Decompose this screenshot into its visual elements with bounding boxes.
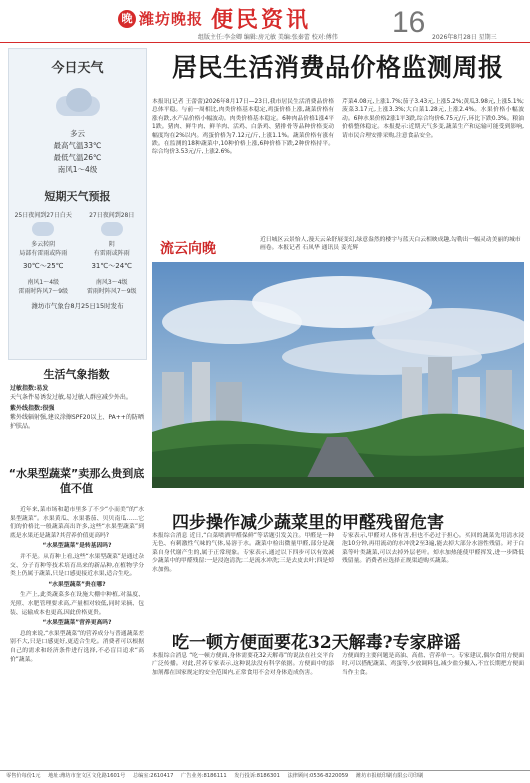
life-item: 过敏指数:易发: [10, 385, 49, 392]
story3-column-a: 本报综合消息 “吃一顿方便面,身体需要花32天解毒”的说法在社交平台广泛传播。对此,营养专家表示,这种说法没有科学依据。方便面中的添加剂都在国家规定的安全范围内,正常食用不会对身体造成伤害。: [152, 653, 334, 676]
page-number: 16: [392, 6, 426, 39]
section-name: 便民资讯: [211, 7, 312, 33]
weather-wind: 南风1〜4级: [57, 165, 98, 174]
skyline-illustration: [152, 262, 524, 488]
paper-name: 潍坊晚报: [139, 10, 204, 28]
veg-article-title: “水果型蔬菜”卖那么贵到底值不值: [8, 467, 145, 495]
masthead-logo: [118, 3, 311, 34]
veg-paragraph: 总的来说,“水果型蔬菜”的营养成分与普通蔬菜差别不大,只是口感更好,更适合生吃。消费者可以根据自己的需求和经济条件进行选择,不必盲目追求“高价”蔬菜。: [10, 630, 144, 663]
footer-item: 法律顾问:0536-8220059: [287, 773, 349, 779]
day2-detail: 有雷雨或阵雨: [93, 250, 130, 257]
forecast-source: 潍坊市气象台8月25日15时发布: [31, 302, 124, 310]
photo-title: 流云向晚: [160, 241, 216, 257]
life-index-title: 生活气象指数: [43, 368, 110, 381]
city-skyline-photo: [152, 262, 524, 488]
day2-wind: 南风3〜4级: [95, 279, 128, 286]
footer-item: 零售价每份1元: [6, 773, 41, 779]
footer-item: 总编室:2610417: [132, 773, 174, 779]
footer-item: 潍坊市报纸印刷有限公司印刷: [355, 773, 424, 779]
story2-column-b: 专家表示,甲醛对人体有害,但也不必过于担心。买回的蔬菜先用清水浸泡10分钟,再用流动的水冲洗2至3遍,能去掉大部分水溶性残留。对于白菜等叶类蔬菜,可以去掉外层老叶。焯水加热能使甲醛挥发,进一步降低残留量。消费者应选择正规渠道购买蔬菜。: [342, 533, 524, 565]
footer-item: 发行投诉:8186301: [234, 773, 280, 779]
editor-line: 组版主任:李金卿 编辑:房元敏 美编:张秦蕾 校对:傅伟: [198, 34, 338, 41]
veg-paragraph: 并不是。从育种上看,这些“水果型蔬菜”是通过杂交、分子育种等技术培育出来的新品种,在植物学分类上仍属于蔬菜,只是口感更接近水果,适合生吃。: [10, 553, 144, 578]
forecast-wind-row: [9, 277, 146, 295]
life-item: 天气条件易诱发过敏,易过敏人群应减少外出。: [10, 394, 132, 401]
weather-title: 今日天气: [51, 61, 104, 76]
story1-column-b: 芹菜4.08元,上涨1.7%;茄子3.43元,上涨5.2%;黄瓜3.98元,上涨5.1%;菠菜3.17元,上涨3.3%;大白菜1.28元,上涨2.4%。水果价格小幅波动。6种水果价格2涨1平3跌,综合均价6.75元/斤,环比下跌0.3%。粮油价格整体稳定。本报提示:近期天气多变,蔬菜生产和运输可能受到影响,请市民合理安排采购,注意食品安全。: [342, 99, 524, 139]
veg-paragraph: 近年来,菜市场和超市里多了不少“小而美”的“水果型蔬菜”。水果黄瓜、水果番茄、贝贝南瓜……它们的价格比一般蔬菜高出许多,这些“水果型蔬菜”到底是水果还是蔬菜?其营养价值更高吗?: [10, 507, 144, 539]
life-item: 紫外线指数:很强: [10, 405, 55, 412]
rain-cloud-icon: [101, 222, 123, 236]
headline-price-report: 居民生活消费品价格监测周报: [172, 53, 504, 82]
date-line: 2026年8月28日 星期三: [432, 34, 497, 41]
masthead-rule: [0, 42, 530, 43]
headline-instant-noodle: 吃一顿方便面要花32天解毒?专家辟谣: [172, 633, 461, 653]
story1-column-a: 本报讯(记者 王蕾蕾)2026年8月17日—23日,我市居民生活消费品价格总体平稳。与前一周相比,肉类价格基本稳定,鸡蛋价格上涨,蔬菜价格有涨有跌,水产品价格小幅波动。肉类价格基本稳定。6种肉品价格1涨4平1跌。猪肉、鲜牛肉、鲜羊肉、活鸡、白条鸡、猪排骨等品种价格变动幅度均在2%以内。鸡蛋价格为7.12元/斤,上涨1.1%。蔬菜价格有涨有跌。在监测的18种蔬菜中,10种价格上涨,6种价格下跌,2种价格持平。综合均价3.53元/斤,上涨2.6%。: [152, 99, 334, 156]
day2-wind-group: [80, 277, 144, 295]
paper-logo-icon: 晚: [118, 10, 136, 28]
day1-temp: 30℃〜25℃: [22, 262, 64, 270]
short-forecast-row: [9, 210, 146, 257]
veg-subhead: “水果型蔬菜”是转基因吗?: [42, 543, 112, 550]
day1-gust: 雷雨时阵风7〜9级: [18, 288, 69, 295]
veg-subhead: “水果型蔬菜”贵在哪?: [48, 581, 106, 588]
left-column: [8, 48, 145, 768]
footer-item: 地址:潍坊市奎文区文化路1601号: [48, 773, 126, 779]
forecast-temps: [9, 261, 146, 271]
day2-label: 27日夜间到28日: [89, 212, 135, 219]
day2-condition: 阴: [108, 241, 115, 248]
veg-paragraph: 生产上,此类蔬菜多在设施大棚中种植,对温度、光照、水肥管理要求高,产量相对较低,同时采摘、包装、运输成本也更高,因此价格更贵。: [10, 592, 144, 616]
veg-subhead: “水果型蔬菜”营养更高吗?: [42, 620, 112, 627]
day1-detail: 局部有雷雨或阵雨: [19, 250, 68, 257]
footer-item: 广告业务:8186111: [181, 773, 227, 779]
forecast-day-1: [11, 210, 75, 257]
forecast-day-2: [80, 210, 144, 257]
weather-low: 最低气温26℃: [53, 153, 102, 162]
veg-article-body: [10, 506, 144, 666]
day1-wind-group: [11, 277, 75, 295]
photo-caption: 近日城区云景怡人,漫天云朵舒展变幻,绿意盎然的楼宇与蓝天白云相映成趣,勾勒出一幅灵动美丽的城市画卷。本报记者 石凤华 通讯员 姜光辉: [260, 237, 521, 251]
day1-condition: 多云转阴: [31, 241, 56, 248]
story2-column-a: 本报综合消息 近日,“白菜喷洒甲醛保鲜”等话题引发关注。甲醛是一种无色、有刺激性气味的气体,易溶于水。蔬菜中检出微量甲醛,部分是蔬菜自身代谢产生的,属于正常现象。专家表示,通过以下四步可以有效减少蔬菜中的甲醛残留:一是浸泡清洗;二是流水冲洗;三是去皮去叶;四是焯水加热。: [152, 533, 334, 573]
photo-section: [152, 236, 524, 496]
day2-temp: 31℃〜24℃: [91, 262, 133, 270]
footer-bar: [0, 770, 530, 783]
life-index-list: [10, 384, 144, 431]
masthead: [0, 0, 530, 44]
story3-column-b: 方便面的主要问题是高油、高盐、营养单一。专家建议,偶尔食用方便面时,可以搭配蔬菜、鸡蛋等,少放调料包,减少盐分摄入,不宜长期把方便面当作主食。: [342, 653, 524, 676]
headline-formaldehyde: 四步操作减少蔬菜里的甲醛残留危害: [172, 513, 444, 533]
short-forecast-title: 短期天气预报: [44, 190, 111, 203]
day1-label: 25日夜间到27日白天: [14, 212, 72, 219]
rain-cloud-icon: [32, 222, 54, 236]
weather-high: 最高气温33℃: [53, 141, 102, 150]
cloud-icon: [48, 86, 108, 120]
weather-condition: 多云: [70, 129, 85, 138]
day2-gust: 雷雨时阵风7〜9级: [86, 288, 137, 295]
life-item: 紫外线辐射强,建议涂擦SPF20以上、PA++的防晒护肤品。: [10, 414, 144, 430]
day1-wind: 南风1〜4级: [27, 279, 60, 286]
weather-panel: [8, 48, 147, 360]
